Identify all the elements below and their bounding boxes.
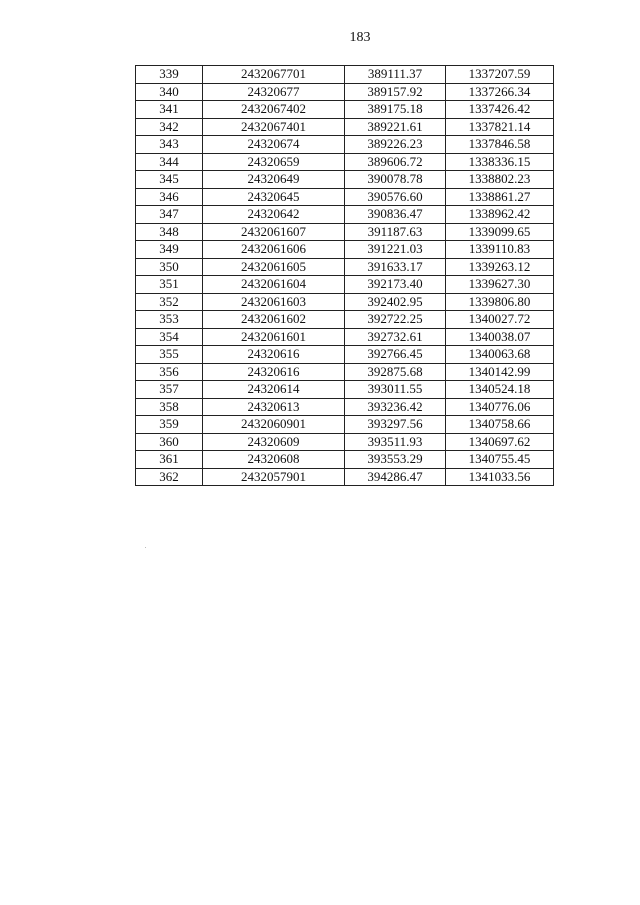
point-number-cell: 343 <box>136 136 203 154</box>
point-id-cell: 24320613 <box>203 398 345 416</box>
point-number-cell: 341 <box>136 101 203 119</box>
table-row <box>136 346 554 364</box>
x-coordinate-cell: 393011.55 <box>345 381 446 399</box>
point-id-cell: 2432061601 <box>203 328 345 346</box>
table-row <box>136 206 554 224</box>
x-coordinate-cell: 390576.60 <box>345 188 446 206</box>
x-coordinate-cell: 390836.47 <box>345 206 446 224</box>
x-coordinate-cell: 393511.93 <box>345 433 446 451</box>
point-id-cell: 24320642 <box>203 206 345 224</box>
table-row <box>136 416 554 434</box>
y-coordinate-cell: 1339806.80 <box>446 293 554 311</box>
point-id-cell: 24320609 <box>203 433 345 451</box>
point-number-cell: 344 <box>136 153 203 171</box>
x-coordinate-cell: 389226.23 <box>345 136 446 154</box>
point-number-cell: 346 <box>136 188 203 206</box>
table-row <box>136 311 554 329</box>
y-coordinate-cell: 1338336.15 <box>446 153 554 171</box>
point-id-cell: 2432061603 <box>203 293 345 311</box>
point-id-cell: 2432061607 <box>203 223 345 241</box>
table-row <box>136 381 554 399</box>
y-coordinate-cell: 1338861.27 <box>446 188 554 206</box>
y-coordinate-cell: 1339099.65 <box>446 223 554 241</box>
point-number-cell: 360 <box>136 433 203 451</box>
table-row <box>136 153 554 171</box>
point-number-cell: 348 <box>136 223 203 241</box>
table-row <box>136 83 554 101</box>
point-number-cell: 355 <box>136 346 203 364</box>
point-id-cell: 24320614 <box>203 381 345 399</box>
point-id-cell: 2432067701 <box>203 66 345 84</box>
table-row <box>136 328 554 346</box>
point-number-cell: 347 <box>136 206 203 224</box>
y-coordinate-cell: 1340063.68 <box>446 346 554 364</box>
table-row <box>136 241 554 259</box>
point-number-cell: 345 <box>136 171 203 189</box>
y-coordinate-cell: 1337426.42 <box>446 101 554 119</box>
point-number-cell: 350 <box>136 258 203 276</box>
table-row <box>136 258 554 276</box>
point-id-cell: 24320677 <box>203 83 345 101</box>
x-coordinate-cell: 393236.42 <box>345 398 446 416</box>
y-coordinate-cell: 1341033.56 <box>446 468 554 486</box>
y-coordinate-cell: 1337846.58 <box>446 136 554 154</box>
point-id-cell: 2432061605 <box>203 258 345 276</box>
point-id-cell: 24320645 <box>203 188 345 206</box>
x-coordinate-cell: 389221.61 <box>345 118 446 136</box>
y-coordinate-cell: 1340027.72 <box>446 311 554 329</box>
point-id-cell: 2432057901 <box>203 468 345 486</box>
y-coordinate-cell: 1340524.18 <box>446 381 554 399</box>
point-number-cell: 361 <box>136 451 203 469</box>
x-coordinate-cell: 392722.25 <box>345 311 446 329</box>
point-id-cell: 24320659 <box>203 153 345 171</box>
coordinates-table <box>135 65 554 486</box>
y-coordinate-cell: 1337821.14 <box>446 118 554 136</box>
y-coordinate-cell: 1339627.30 <box>446 276 554 294</box>
y-coordinate-cell: 1340142.99 <box>446 363 554 381</box>
table-row <box>136 276 554 294</box>
table-row <box>136 433 554 451</box>
table-row <box>136 223 554 241</box>
y-coordinate-cell: 1340776.06 <box>446 398 554 416</box>
point-id-cell: 24320608 <box>203 451 345 469</box>
table-row <box>136 451 554 469</box>
point-number-cell: 351 <box>136 276 203 294</box>
table-row <box>136 468 554 486</box>
x-coordinate-cell: 392402.95 <box>345 293 446 311</box>
y-coordinate-cell: 1340038.07 <box>446 328 554 346</box>
y-coordinate-cell: 1337207.59 <box>446 66 554 84</box>
table-row <box>136 66 554 84</box>
page-number: 183 <box>349 30 371 45</box>
x-coordinate-cell: 390078.78 <box>345 171 446 189</box>
x-coordinate-cell: 393297.56 <box>345 416 446 434</box>
table-row <box>136 171 554 189</box>
point-id-cell: 24320616 <box>203 346 345 364</box>
point-id-cell: 2432061604 <box>203 276 345 294</box>
table-row <box>136 188 554 206</box>
point-id-cell: 2432061606 <box>203 241 345 259</box>
scan-speck <box>145 547 146 548</box>
table-row <box>136 101 554 119</box>
table-row <box>136 136 554 154</box>
y-coordinate-cell: 1338802.23 <box>446 171 554 189</box>
table-row <box>136 363 554 381</box>
point-number-cell: 356 <box>136 363 203 381</box>
x-coordinate-cell: 391221.03 <box>345 241 446 259</box>
y-coordinate-cell: 1339110.83 <box>446 241 554 259</box>
x-coordinate-cell: 391633.17 <box>345 258 446 276</box>
y-coordinate-cell: 1337266.34 <box>446 83 554 101</box>
point-id-cell: 24320616 <box>203 363 345 381</box>
table-body <box>136 66 554 486</box>
x-coordinate-cell: 389157.92 <box>345 83 446 101</box>
point-number-cell: 358 <box>136 398 203 416</box>
point-id-cell: 2432060901 <box>203 416 345 434</box>
point-number-cell: 349 <box>136 241 203 259</box>
point-id-cell: 2432061602 <box>203 311 345 329</box>
x-coordinate-cell: 392173.40 <box>345 276 446 294</box>
point-number-cell: 359 <box>136 416 203 434</box>
point-number-cell: 353 <box>136 311 203 329</box>
table-row <box>136 118 554 136</box>
point-id-cell: 24320674 <box>203 136 345 154</box>
point-number-cell: 357 <box>136 381 203 399</box>
point-id-cell: 24320649 <box>203 171 345 189</box>
x-coordinate-cell: 393553.29 <box>345 451 446 469</box>
point-number-cell: 362 <box>136 468 203 486</box>
x-coordinate-cell: 392732.61 <box>345 328 446 346</box>
point-id-cell: 2432067401 <box>203 118 345 136</box>
x-coordinate-cell: 389606.72 <box>345 153 446 171</box>
y-coordinate-cell: 1340755.45 <box>446 451 554 469</box>
x-coordinate-cell: 389111.37 <box>345 66 446 84</box>
y-coordinate-cell: 1340758.66 <box>446 416 554 434</box>
y-coordinate-cell: 1339263.12 <box>446 258 554 276</box>
x-coordinate-cell: 394286.47 <box>345 468 446 486</box>
x-coordinate-cell: 392766.45 <box>345 346 446 364</box>
point-number-cell: 354 <box>136 328 203 346</box>
table-row <box>136 293 554 311</box>
point-number-cell: 340 <box>136 83 203 101</box>
point-number-cell: 352 <box>136 293 203 311</box>
point-number-cell: 342 <box>136 118 203 136</box>
x-coordinate-cell: 392875.68 <box>345 363 446 381</box>
x-coordinate-cell: 389175.18 <box>345 101 446 119</box>
point-number-cell: 339 <box>136 66 203 84</box>
point-id-cell: 2432067402 <box>203 101 345 119</box>
y-coordinate-cell: 1340697.62 <box>446 433 554 451</box>
table-row <box>136 398 554 416</box>
y-coordinate-cell: 1338962.42 <box>446 206 554 224</box>
x-coordinate-cell: 391187.63 <box>345 223 446 241</box>
